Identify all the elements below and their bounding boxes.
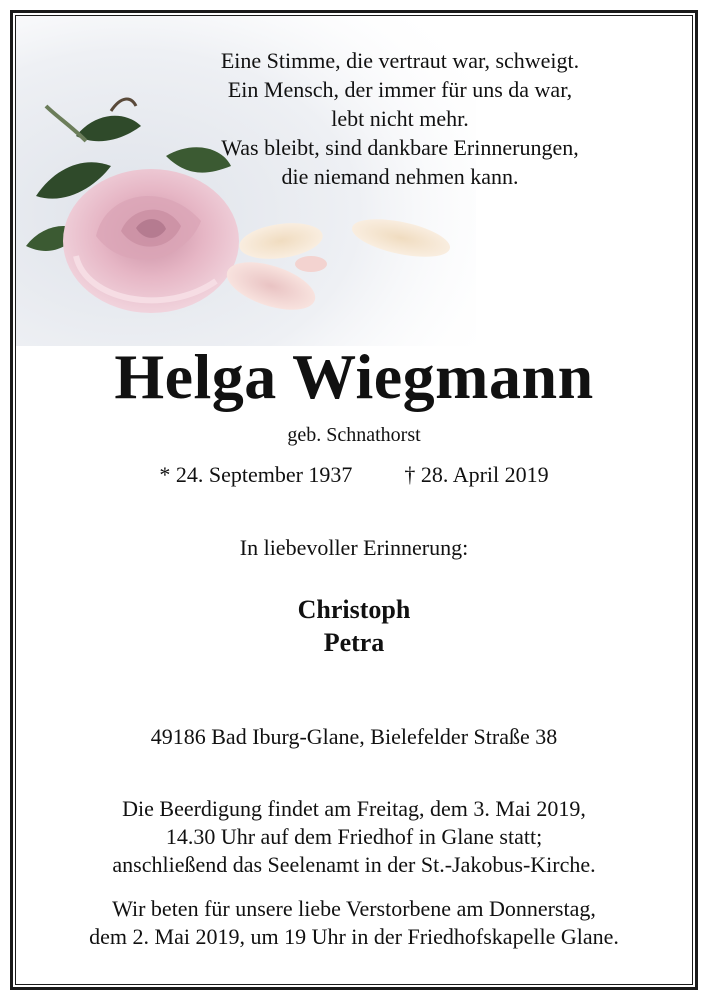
verse-line: Eine Stimme, die vertraut war, schweigt.	[220, 48, 580, 73]
remembrance-line: In liebevoller Erinnerung:	[239, 535, 469, 560]
funeral-line: anschließend das Seelenamt in der St.-Jakobus-Kirche.	[112, 852, 596, 877]
verse-line: Ein Mensch, der immer für uns da war,	[227, 77, 573, 102]
mourner-name: Petra	[323, 628, 385, 657]
address: 49186 Bad Iburg-Glane, Bielefelder Straße 38	[150, 724, 558, 749]
death-date: † 28. April 2019	[404, 462, 549, 487]
prayer-line: Wir beten für unsere liebe Verstorbene am Donnerstag,	[112, 896, 596, 921]
funeral-notice	[0, 795, 708, 879]
mourners-list	[0, 593, 708, 659]
prayer-line: dem 2. Mai 2019, um 19 Uhr in der Friedhofskapelle Glane.	[89, 924, 619, 949]
mourner-name: Christoph	[297, 595, 411, 624]
life-dates	[0, 462, 708, 488]
birth-name: geb. Schnathorst	[287, 424, 421, 446]
funeral-line: 14.30 Uhr auf dem Friedhof in Glane statt;	[165, 824, 543, 849]
prayer-notice	[0, 895, 708, 951]
birth-date: * 24. September 1937	[159, 462, 353, 487]
funeral-line: Die Beerdigung findet am Freitag, dem 3. Mai 2019,	[122, 796, 586, 821]
deceased-name: Helga Wiegmann	[114, 341, 594, 412]
memorial-verse	[140, 46, 660, 191]
verse-line: Was bleibt, sind dankbare Erinnerungen,	[221, 135, 579, 160]
verse-line: lebt nicht mehr.	[331, 106, 469, 131]
verse-line: die niemand nehmen kann.	[281, 164, 519, 189]
